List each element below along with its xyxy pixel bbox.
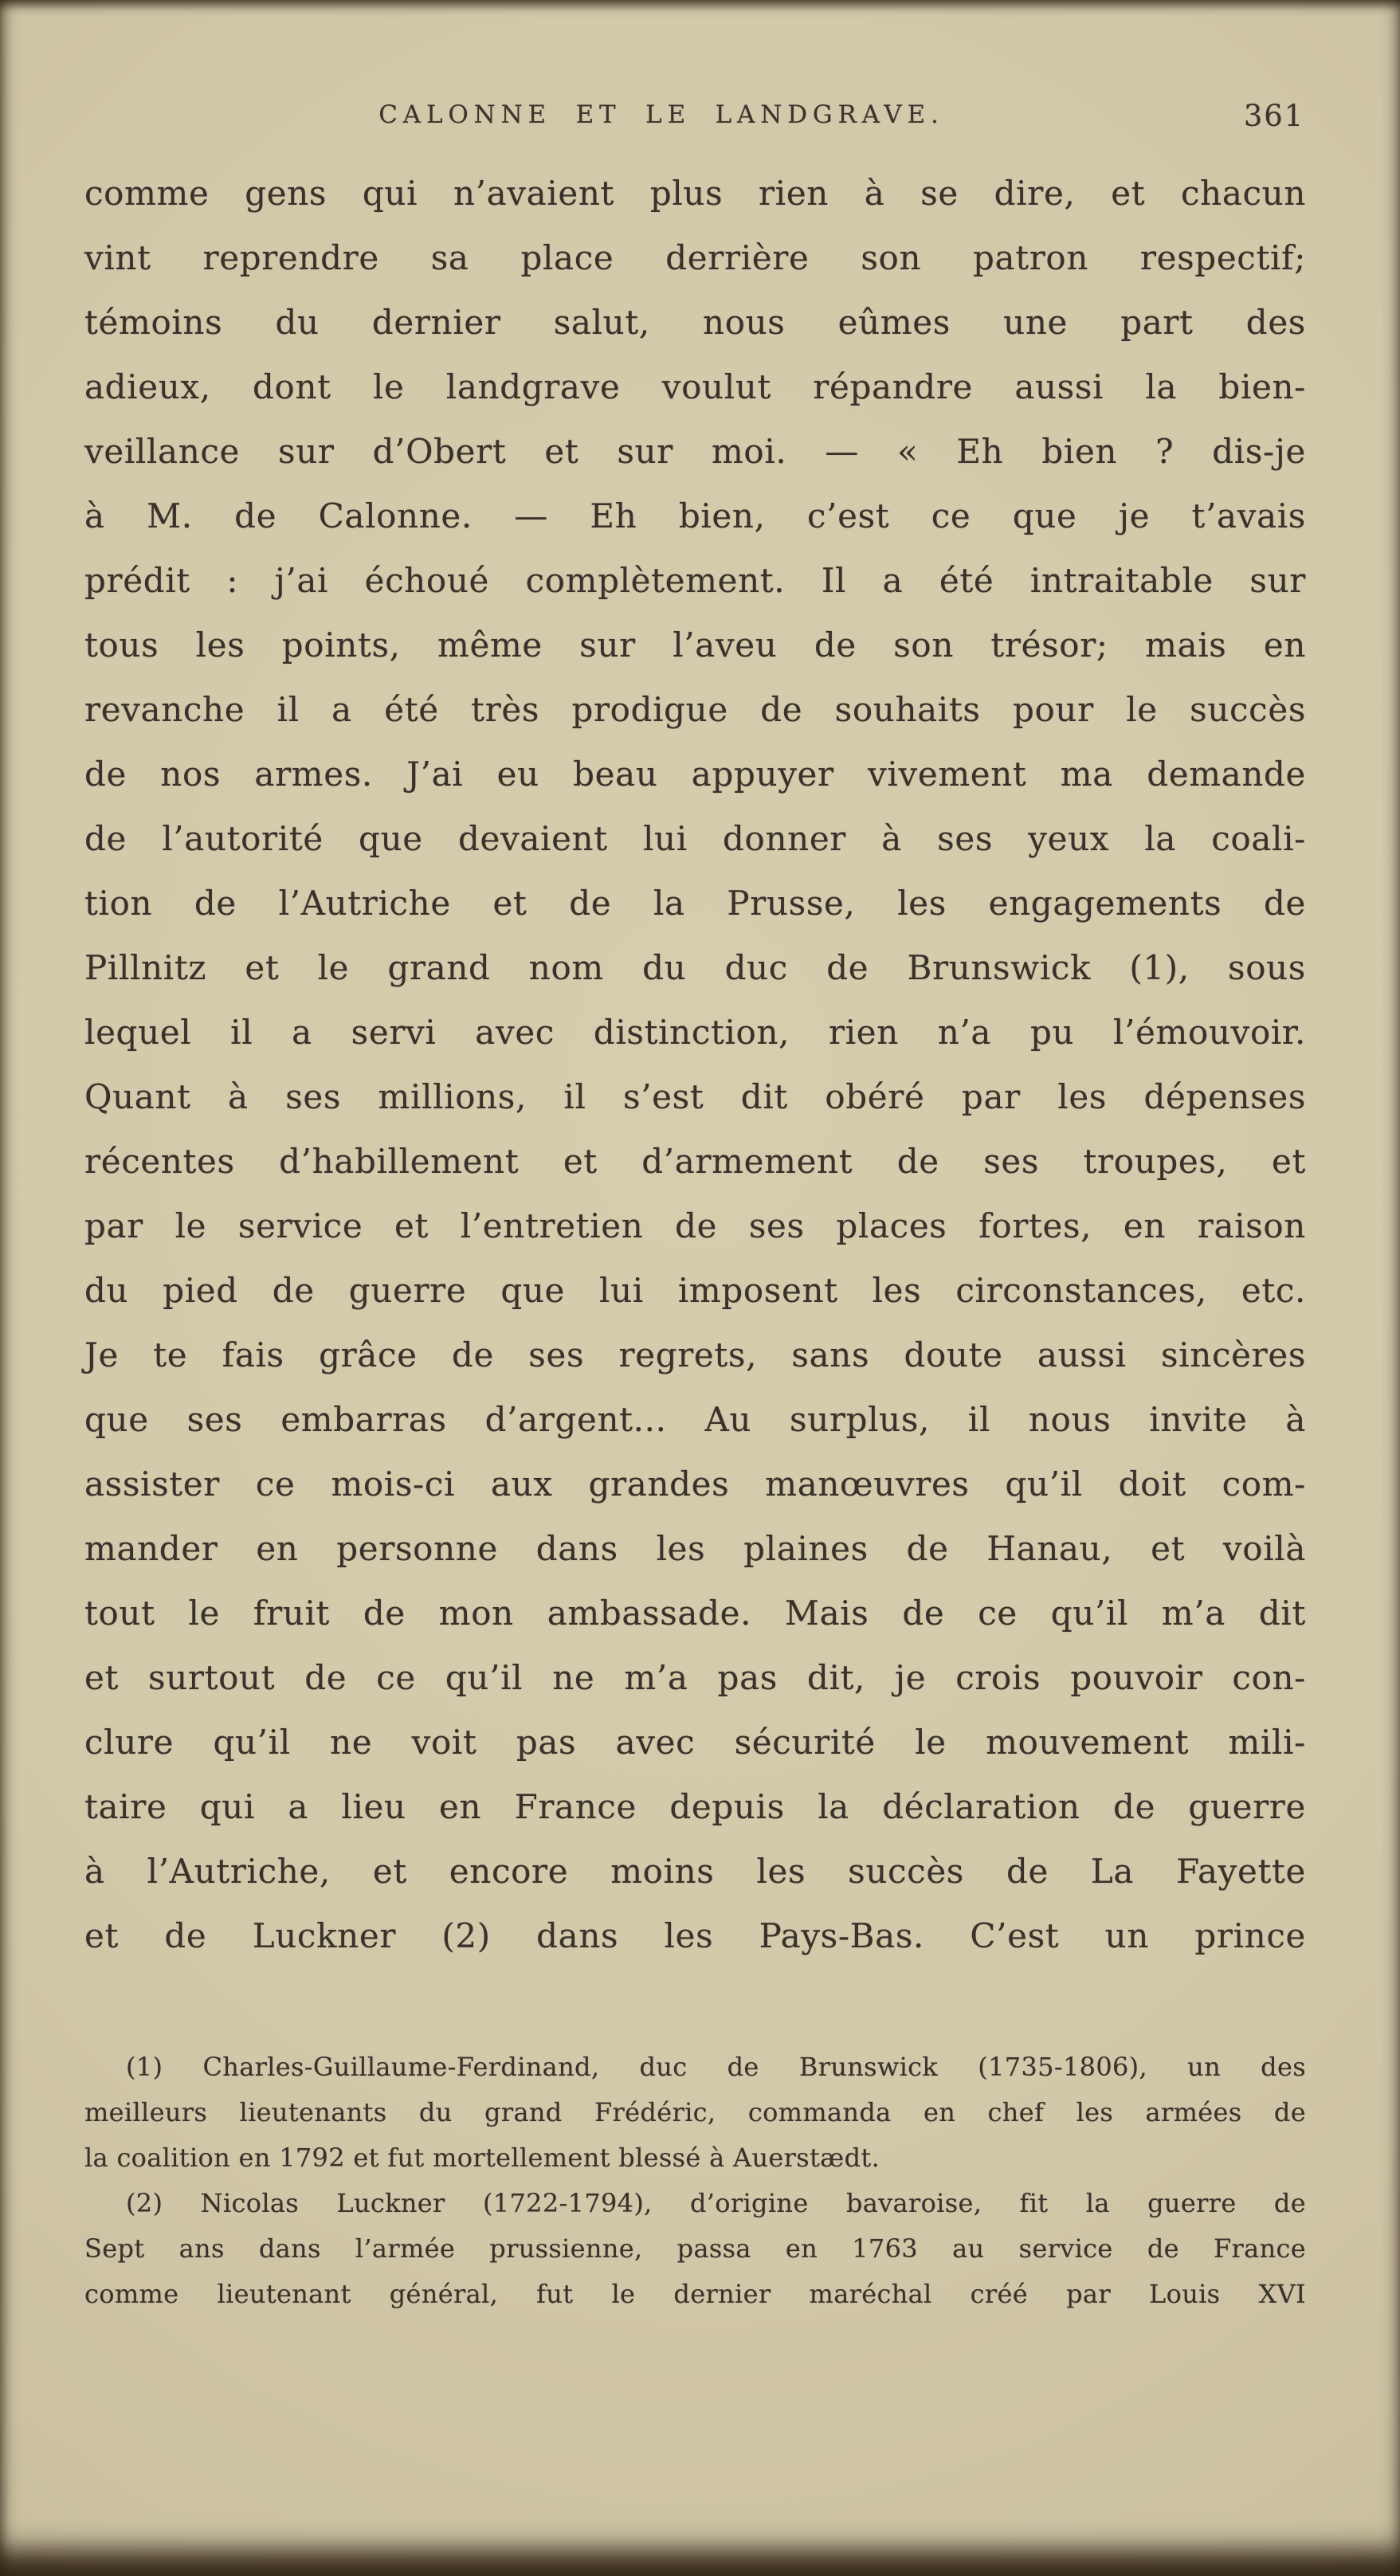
page-number: 361 bbox=[1243, 99, 1304, 133]
body-line: taire qui a lieu en France depuis la déclaration de guerre bbox=[84, 1787, 1306, 1826]
body-line: à M. de Calonne. — Eh bien, c’est ce que je t’avais bbox=[84, 496, 1306, 535]
body-line: comme gens qui n’avaient plus rien à se dire, et chacun bbox=[84, 174, 1306, 213]
body-line: clure qu’il ne voit pas avec sécurité le mouvement mili- bbox=[84, 1723, 1306, 1762]
body-line: de l’autorité que devaient lui donner à ses yeux la coali- bbox=[84, 819, 1306, 858]
body-line: témoins du dernier salut, nous eûmes une part des bbox=[84, 303, 1306, 342]
body-line: veillance sur d’Obert et sur moi. — « Eh bien ? dis-je bbox=[84, 432, 1306, 471]
footnote-line: (1) Charles-Guillaume-Ferdinand, duc de Brunswick (1735-1806), un des bbox=[126, 2052, 1306, 2082]
body-line: à l’Autriche, et encore moins les succès de La Fayette bbox=[84, 1852, 1306, 1891]
body-line: Je te fais grâce de ses regrets, sans doute aussi sincères bbox=[84, 1335, 1306, 1374]
body-line: et de Luckner (2) dans les Pays-Bas. C’est un prince bbox=[84, 1916, 1306, 1955]
body-line: que ses embarras d’argent... Au surplus, il nous invite à bbox=[84, 1400, 1306, 1439]
footnote-line: (2) Nicolas Luckner (1722-1794), d’origine bavaroise, fit la guerre de bbox=[126, 2188, 1306, 2218]
body-line: tout le fruit de mon ambassade. Mais de ce qu’il m’a dit bbox=[84, 1594, 1306, 1633]
body-line: récentes d’habillement et d’armement de ses troupes, et bbox=[84, 1142, 1306, 1181]
footnote-line: la coalition en 1792 et fut mortellement blessé à Auerstædt. bbox=[84, 2143, 880, 2173]
body-text bbox=[84, 161, 1306, 1968]
page-header-title: CALONNE ET LE LANDGRAVE. bbox=[378, 100, 944, 129]
body-line: par le service et l’entretien de ses places fortes, en raison bbox=[84, 1206, 1306, 1245]
body-line: revanche il a été très prodigue de souhaits pour le succès bbox=[84, 690, 1306, 729]
footnote-1 bbox=[84, 2045, 1306, 2181]
body-line: du pied de guerre que lui imposent les circonstances, etc. bbox=[84, 1271, 1306, 1310]
running-head bbox=[84, 100, 1306, 135]
footnote-line: comme lieutenant général, fut le dernier maréchal créé par Louis XVI bbox=[84, 2279, 1306, 2309]
body-line: prédit : j’ai échoué complètement. Il a été intraitable sur bbox=[84, 561, 1306, 600]
body-line: et surtout de ce qu’il ne m’a pas dit, je crois pouvoir con- bbox=[84, 1658, 1306, 1697]
body-line: de nos armes. J’ai eu beau appuyer vivement ma demande bbox=[84, 755, 1306, 794]
body-line: mander en personne dans les plaines de Hanau, et voilà bbox=[84, 1529, 1306, 1568]
body-line: vint reprendre sa place derrière son patron respectif; bbox=[84, 238, 1306, 277]
footnote-line: Sept ans dans l’armée prussienne, passa en 1763 au service de France bbox=[84, 2233, 1306, 2264]
body-line: Pillnitz et le grand nom du duc de Brunswick (1), sous bbox=[84, 948, 1306, 987]
body-line: assister ce mois-ci aux grandes manœuvres qu’il doit com- bbox=[84, 1464, 1306, 1504]
footnote-2 bbox=[84, 2181, 1306, 2317]
body-line: tion de l’Autriche et de la Prusse, les engagements de bbox=[84, 884, 1306, 923]
body-line: tous les points, même sur l’aveu de son trésor; mais en bbox=[84, 625, 1306, 665]
body-line: adieux, dont le landgrave voulut répandre aussi la bien- bbox=[84, 367, 1306, 406]
footnotes bbox=[84, 2045, 1306, 2317]
body-line: Quant à ses millions, il s’est dit obéré par les dépenses bbox=[84, 1077, 1306, 1116]
body-line: lequel il a servi avec distinction, rien n’a pu l’émouvoir. bbox=[84, 1013, 1306, 1052]
footnote-line: meilleurs lieutenants du grand Frédéric, commanda en chef les armées de bbox=[84, 2097, 1306, 2127]
